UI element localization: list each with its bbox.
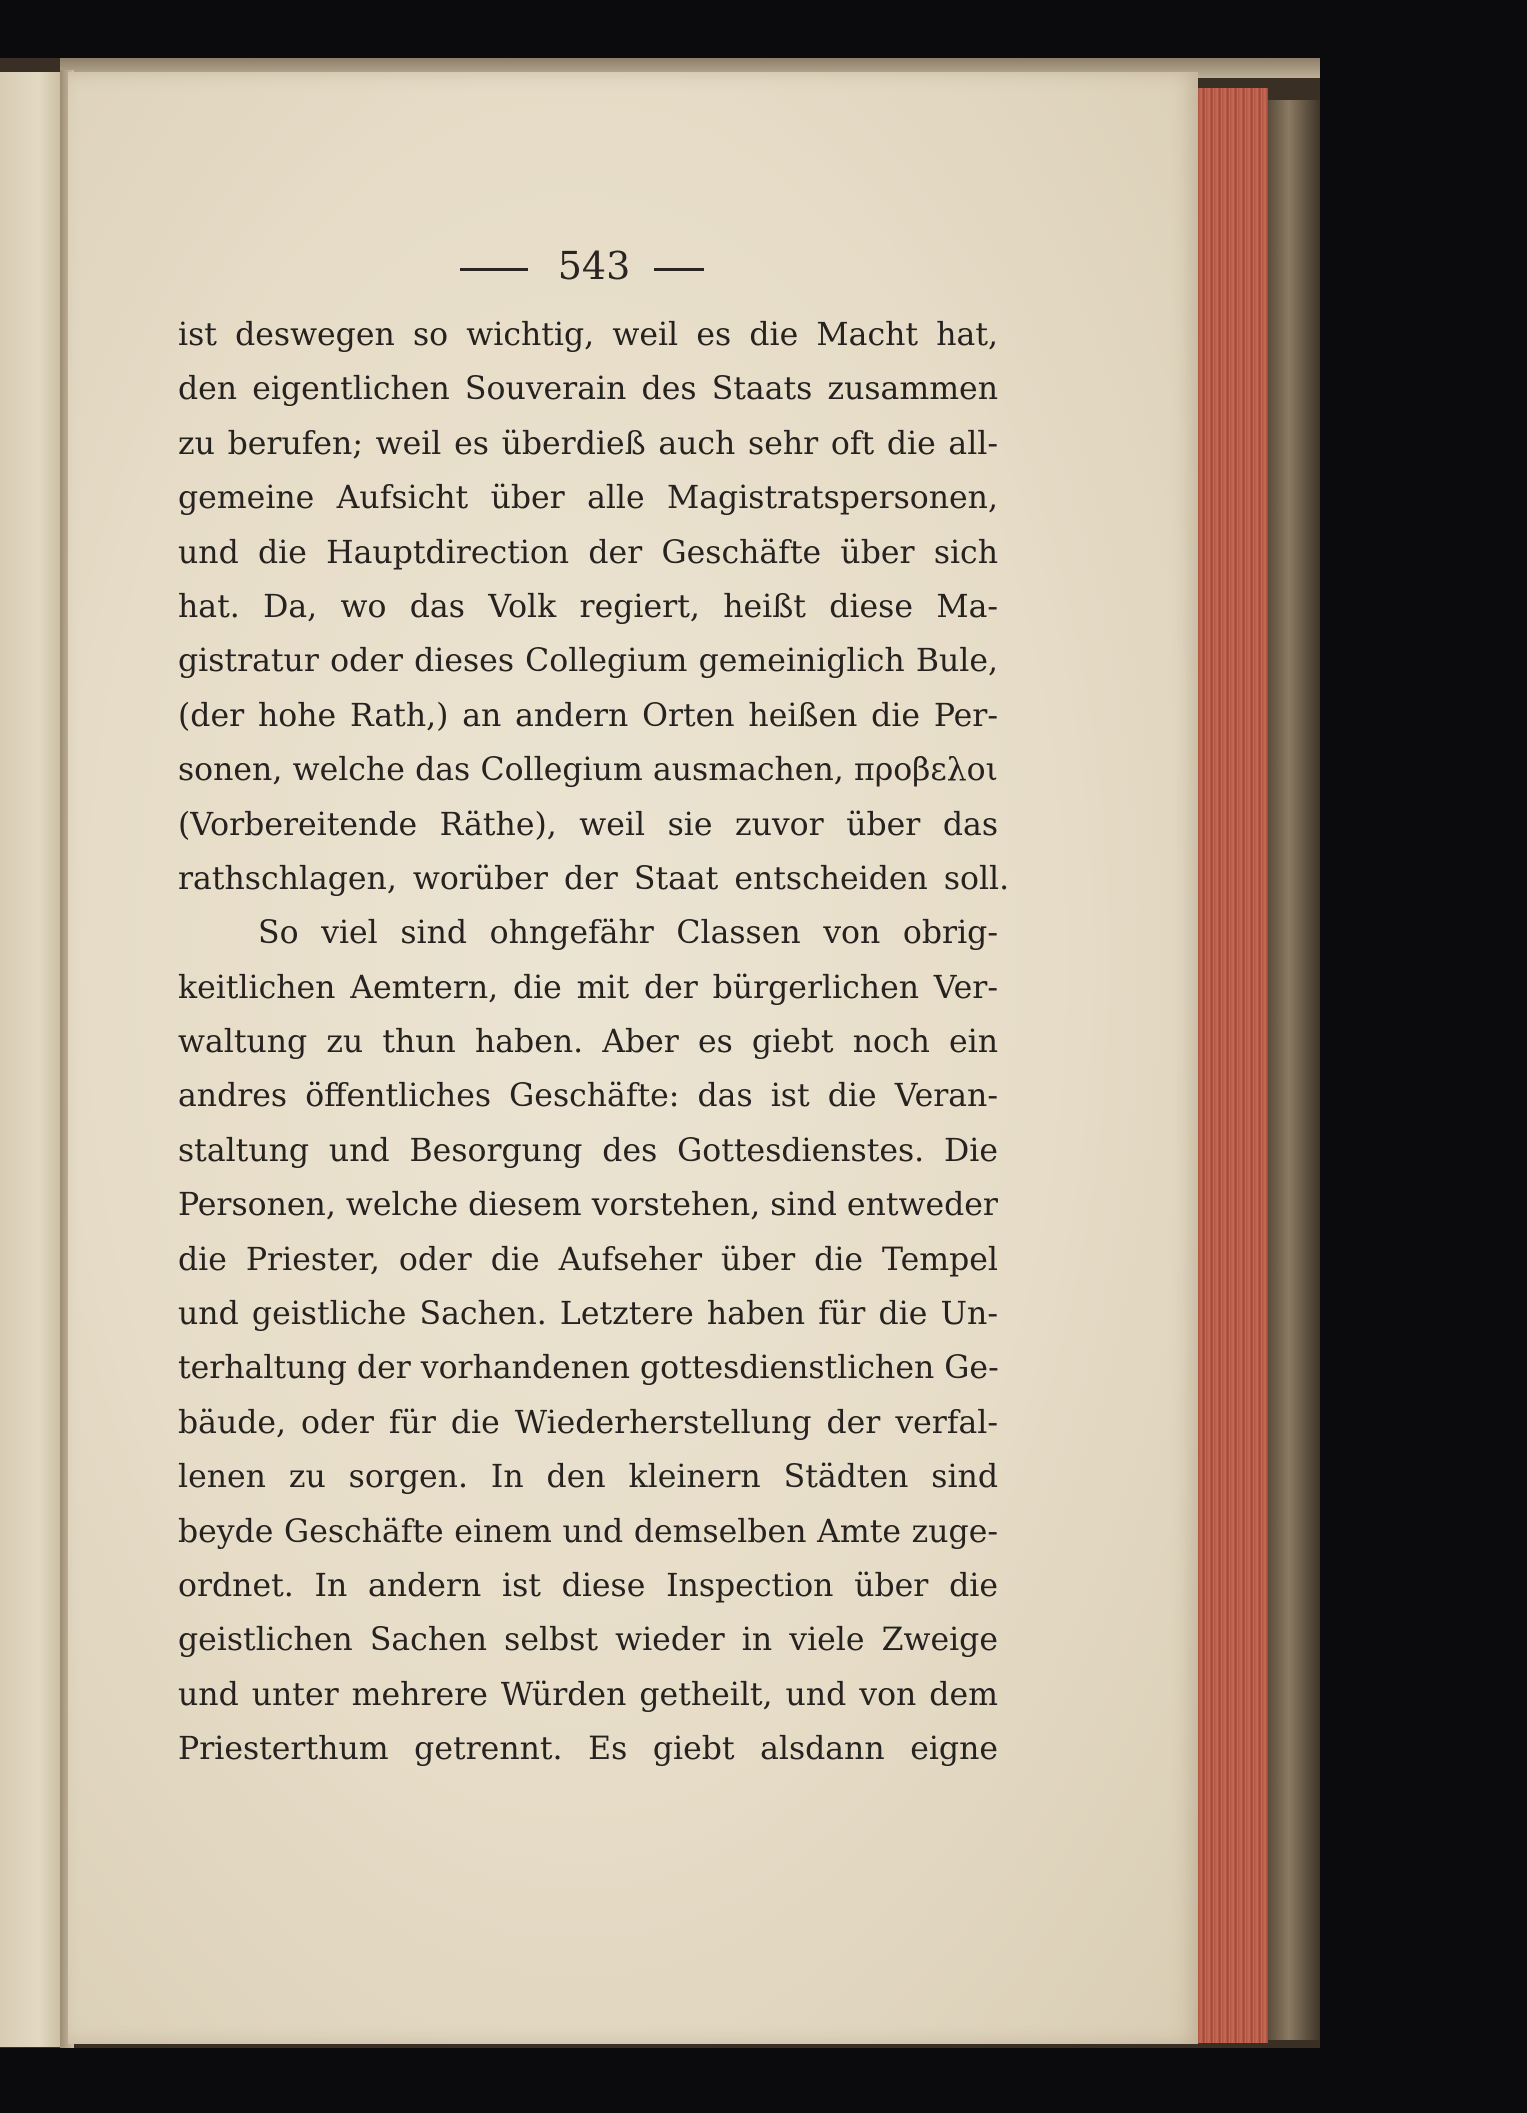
red-page-edges: [1198, 88, 1268, 2043]
page-body: [178, 308, 1010, 1777]
header-dash-right: [654, 268, 704, 271]
text-line: waltung zu thun haben. Aber es giebt noch ein: [178, 1024, 998, 1061]
text-line: gistratur oder dieses Collegium gemeiniglich Bule,: [178, 643, 998, 680]
text-line: und die Hauptdirection der Geschäfte über sich: [178, 534, 998, 571]
header-dash-left: [460, 268, 528, 271]
text-line: staltung und Besorgung des Gottesdienstes. Die: [178, 1132, 998, 1169]
text-line: andres öffentliches Geschäfte: das ist die Veran-: [178, 1078, 998, 1115]
text-line: zu berufen; weil es überdieß auch sehr oft die all-: [178, 425, 998, 462]
text-line: geistlichen Sachen selbst wieder in viele Zweige: [178, 1622, 998, 1659]
text-line: und unter mehrere Würden getheilt, und von dem: [178, 1676, 998, 1713]
text-line: (Vorbereitende Räthe), weil sie zuvor über das: [178, 806, 998, 843]
paragraph-end-line: rathschlagen, worüber der Staat entscheiden soll.: [178, 860, 1010, 897]
book-cover-edge: [1268, 100, 1320, 2040]
page-number: 543: [557, 244, 631, 288]
text-line: sonen, welche das Collegium ausmachen, προβελοι: [178, 752, 998, 789]
text-line: die Priester, oder die Aufseher über die Tempel: [178, 1241, 998, 1278]
text-line: keitlichen Aemtern, die mit der bürgerlichen Ver-: [178, 969, 998, 1006]
paragraph-start-line: So viel sind ohngefähr Classen von obrig-: [258, 915, 998, 952]
text-line: ordnet. In andern ist diese Inspection über die: [178, 1567, 998, 1604]
text-line: den eigentlichen Souverain des Staats zusammen: [178, 371, 998, 408]
text-line: und geistliche Sachen. Letztere haben für die Un-: [178, 1296, 998, 1333]
text-line: hat. Da, wo das Volk regiert, heißt diese Ma-: [178, 588, 998, 625]
text-line: terhaltung der vorhandenen gottesdienstlichen Ge-: [178, 1350, 999, 1387]
text-line: Personen, welche diesem vorstehen, sind entweder: [178, 1187, 998, 1224]
text-line: Priesterthum getrennt. Es giebt alsdann eigne: [178, 1731, 998, 1768]
text-line: lenen zu sorgen. In den kleinern Städten sind: [178, 1459, 998, 1496]
text-line: (der hohe Rath,) an andern Orten heißen die Per-: [178, 697, 998, 734]
text-line: bäude, oder für die Wiederherstellung der verfal-: [178, 1404, 998, 1441]
facing-page-edge: [0, 72, 64, 2047]
text-line: beyde Geschäfte einem und demselben Amte zuge-: [178, 1513, 998, 1550]
text-line: gemeine Aufsicht über alle Magistratspersonen,: [178, 480, 998, 517]
text-line: ist deswegen so wichtig, weil es die Macht hat,: [178, 317, 998, 353]
